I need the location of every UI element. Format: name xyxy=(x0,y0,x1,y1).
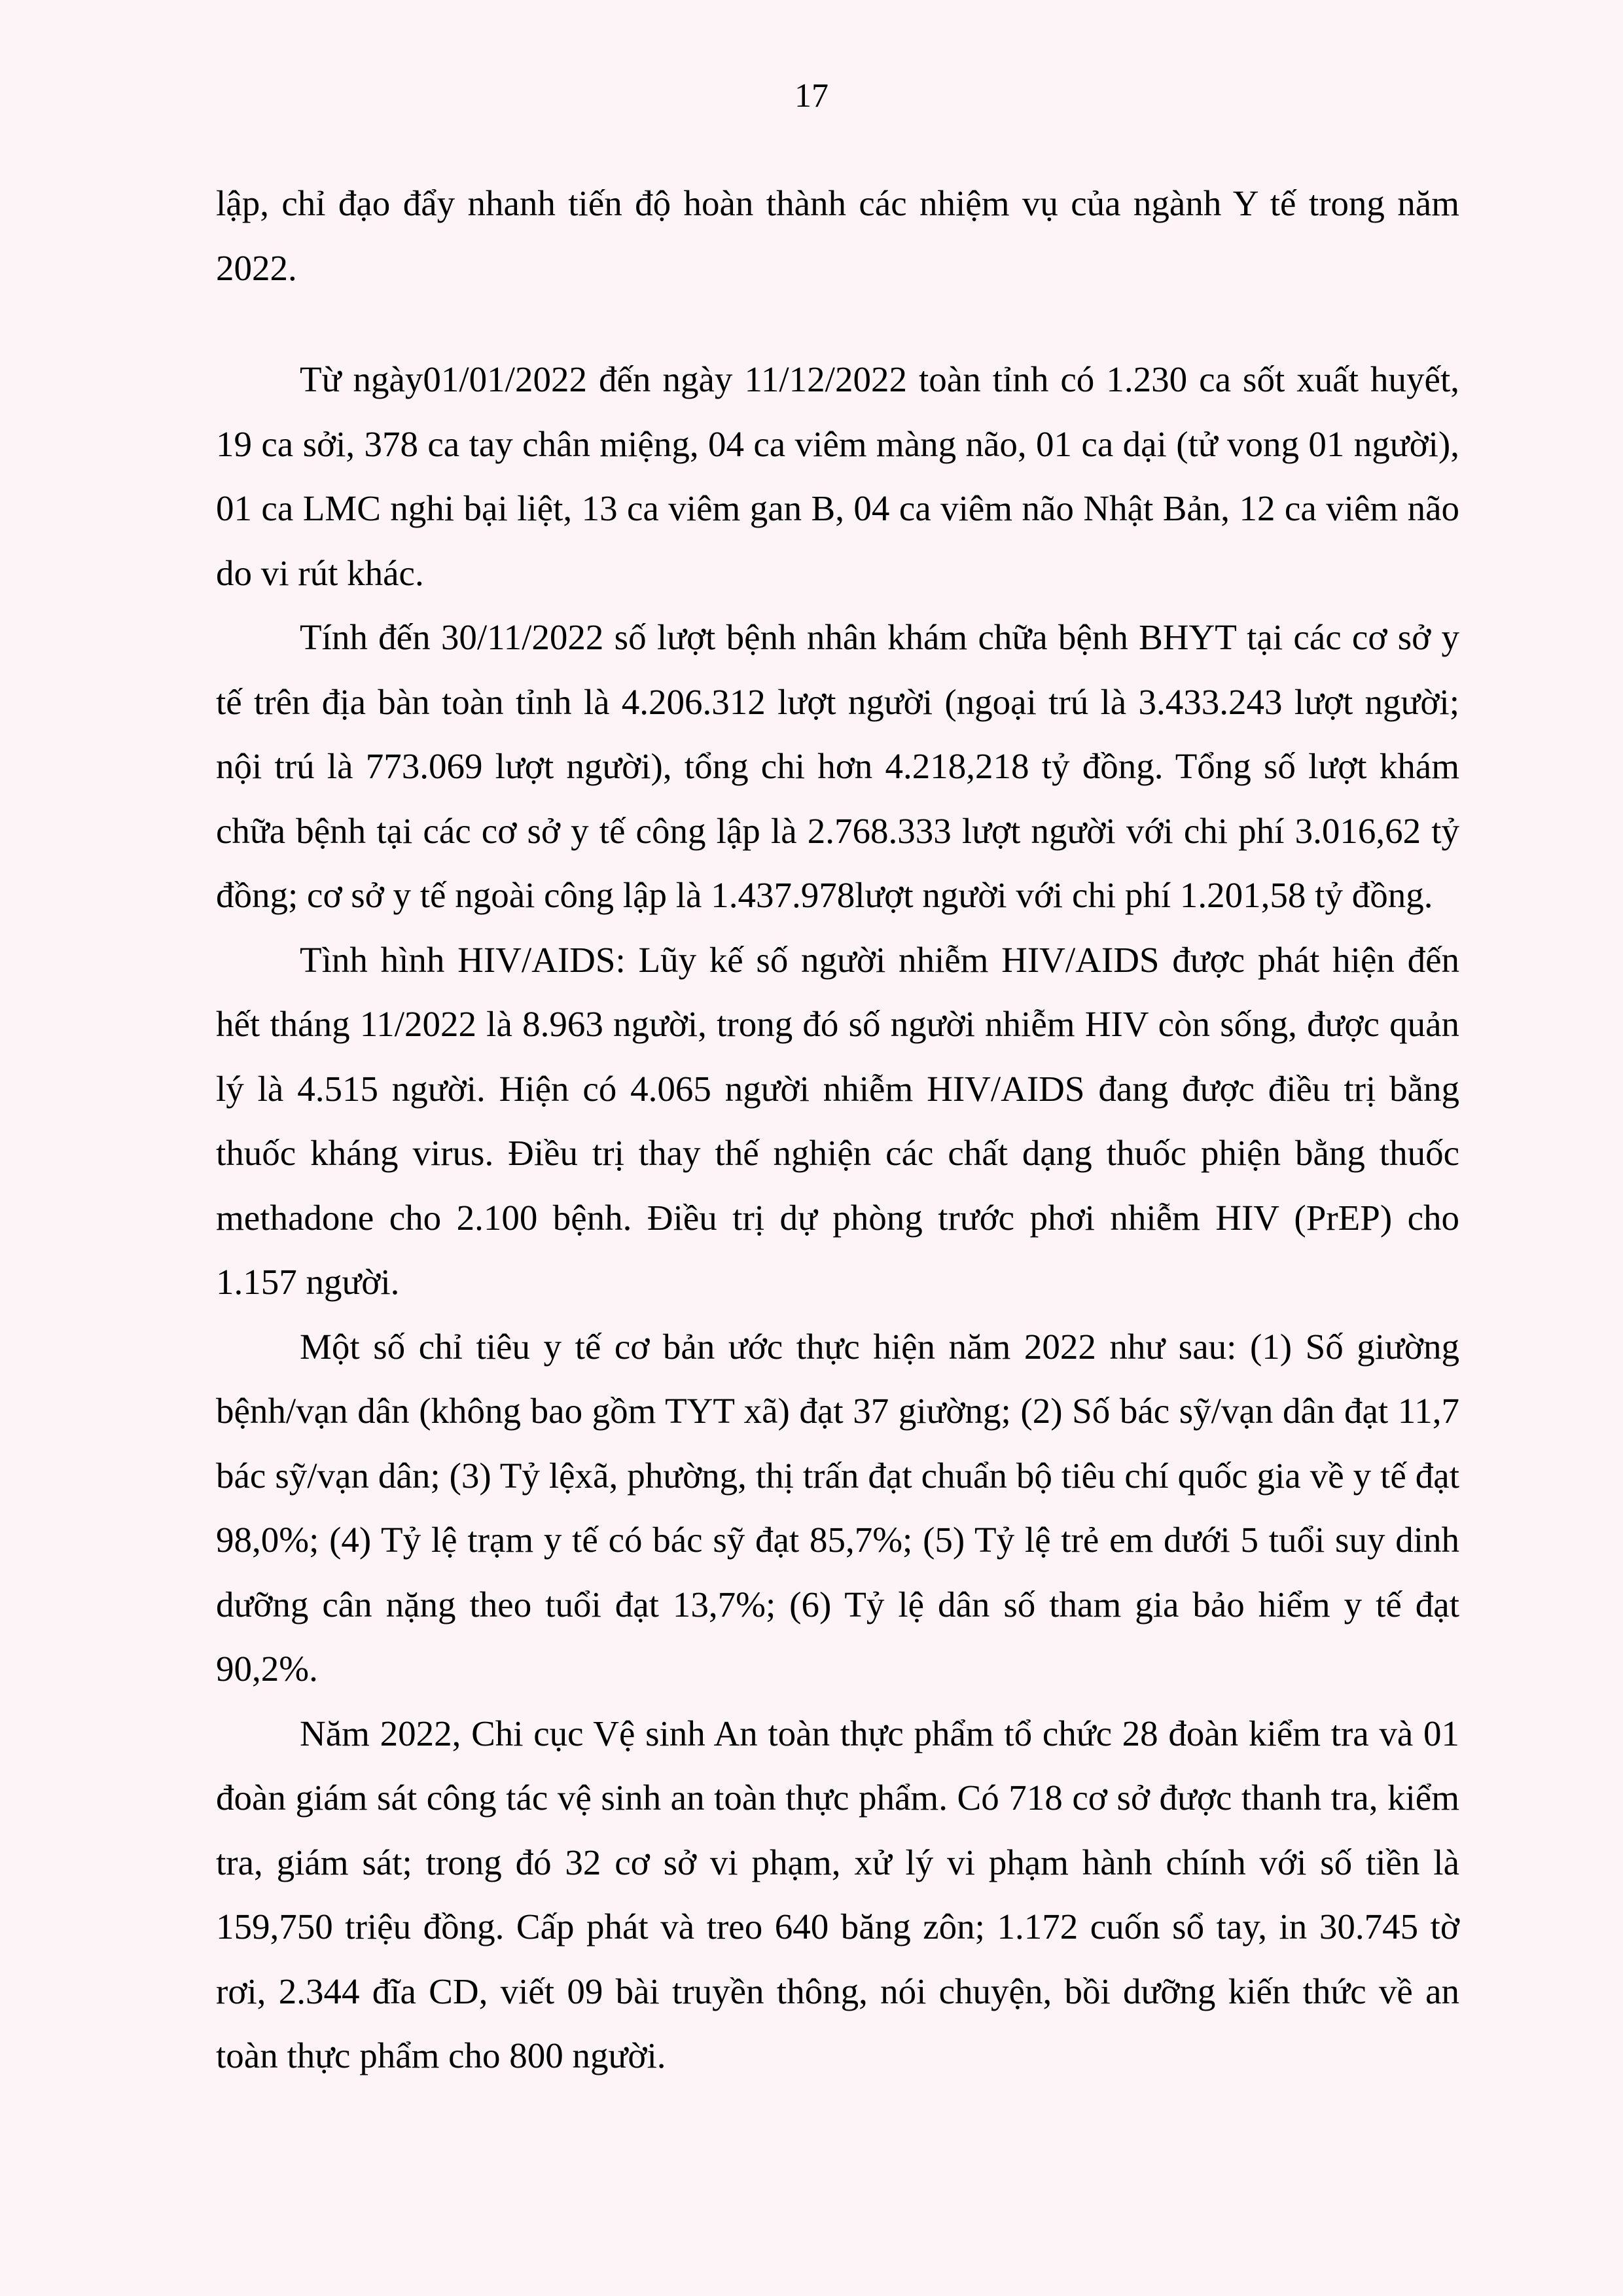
paragraph-health-indicators: Một số chỉ tiêu y tế cơ bản ước thực hiện năm 2022 như sau: (1) Số giường bệnh/vạn dân (không bao gồm TYT xã) đạt 37 giường; (2) Số bác sỹ/vạn dân đạt 11,7 bác sỹ/vạn dân; (3) Tỷ lệxã, phường, thị trấn đạt chuẩn bộ tiêu chí quốc gia về y tế đạt 98,0%; (4) Tỷ lệ trạm y tế có bác sỹ đạt 85,7%; (5) Tỷ lệ trẻ em dưới 5 tuổi suy dinh dưỡng cân nặng theo tuổi đạt 13,7%; (6) Tỷ lệ dân số tham gia bảo hiểm y tế đạt 90,2%. xyxy=(216,1326,1459,1689)
paragraph-disease-cases: Từ ngày01/01/2022 đến ngày 11/12/2022 toàn tỉnh có 1.230 ca sốt xuất huyết, 19 ca sởi, 378 ca tay chân miệng, 04 ca viêm màng não, 01 ca dại (tử vong 01 người), 01 ca LMC nghi bại liệt, 13 ca viêm gan B, 04 ca viêm não Nhật Bản, 12 ca viêm não do vi rút khác. xyxy=(216,359,1459,593)
page-number: 17 xyxy=(794,77,829,115)
paragraph-hiv-aids: Tình hình HIV/AIDS: Lũy kế số người nhiễm HIV/AIDS được phát hiện đến hết tháng 11/2022 là 8.963 người, trong đó số người nhiễm HIV còn sống, được quản lý là 4.515 người. Hiện có 4.065 người nhiễm HIV/AIDS đang được điều trị bằng thuốc kháng virus. Điều trị thay thế nghiện các chất dạng thuốc phiện bằng thuốc methadone cho 2.100 bệnh. Điều trị dự phòng trước phơi nhiễm HIV (PrEP) cho 1.157 người. xyxy=(216,939,1459,1302)
document-body xyxy=(216,171,1459,2089)
paragraph-food-safety: Năm 2022, Chi cục Vệ sinh An toàn thực phẩm tổ chức 28 đoàn kiểm tra và 01 đoàn giám sát công tác vệ sinh an toàn thực phẩm. Có 718 cơ sở được thanh tra, kiểm tra, giám sát; trong đó 32 cơ sở vi phạm, xử lý vi phạm hành chính với số tiền là 159,750 triệu đồng. Cấp phát và treo 640 băng zôn; 1.172 cuốn sổ tay, in 30.745 tờ rơi, 2.344 đĩa CD, viết 09 bài truyền thông, nói chuyện, bồi dưỡng kiến thức về an toàn thực phẩm cho 800 người. xyxy=(216,1713,1459,2075)
paragraph-continuation: lập, chỉ đạo đẩy nhanh tiến độ hoàn thành các nhiệm vụ của ngành Y tế trong năm 2022. xyxy=(216,183,1459,288)
paragraph-health-insurance: Tính đến 30/11/2022 số lượt bệnh nhân khám chữa bệnh BHYT tại các cơ sở y tế trên địa bàn toàn tỉnh là 4.206.312 lượt người (ngoại trú là 3.433.243 lượt người; nội trú là 773.069 lượt người), tổng chi hơn 4.218,218 tỷ đồng. Tổng số lượt khám chữa bệnh tại các cơ sở y tế công lập là 2.768.333 lượt người với chi phí 3.016,62 tỷ đồng; cơ sở y tế ngoài công lập là 1.437.978lượt người với chi phí 1.201,58 tỷ đồng. xyxy=(216,617,1459,915)
